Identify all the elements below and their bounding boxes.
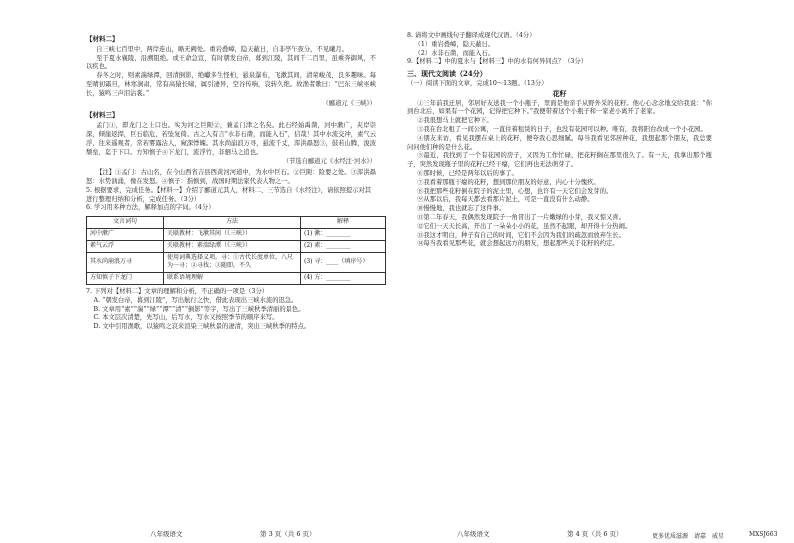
question-8-item: （2）水非石凿，而能入石。 — [414, 49, 495, 57]
paragraph: ⑬我这才明白，种子有自己的时间，它们不会因为我们的疏忽而放弃生长。 — [417, 231, 625, 239]
section-3-heading: 三、现代文阅读（24分） — [407, 69, 487, 79]
table-cell: 方知慎子下龙门 — [87, 273, 164, 285]
table-cell: 关联教材：素湍绿潭（《三峡》） — [164, 240, 301, 252]
paragraph: ⑫它们一天天长高，开出了一朵朵小小的花，虽然不起眼，却开得十分热闹。 — [417, 222, 632, 230]
answer-option: D. 文中引用渔歌，以猿鸣之哀来渲染三峡秋景的凄清，突出三峡秋季的特点。 — [93, 323, 311, 331]
table-cell: 素气云浮 — [87, 240, 164, 252]
table-cell: (3) 寻：____（填序号） — [301, 252, 386, 273]
article-body — [407, 100, 712, 250]
table-cell: 使用词典选择义项。寻：①古代长度单位，八尺为一寻；②寻找；③随即，不久 — [164, 252, 301, 273]
material-3-source: （节选自郦道元《水经注·河水》） — [282, 158, 376, 166]
table-row — [87, 252, 386, 273]
article-title: 花籽 — [552, 88, 567, 98]
paragraph: ⑩慢慢地，我也就忘了这件事。 — [417, 205, 506, 213]
left-footer-subject: 八年级语文 — [150, 530, 183, 538]
material-3-body — [86, 122, 376, 157]
annotation-note: 【注】①孟门：古山名，在今山西省吉县西黄河河道中，为水中巨石。②巨阨：险要之处。③浑洪赑怒：水势汹涌，像在发怒。④慎子：指慎到，战国时期法家代表人物之一。 — [86, 169, 376, 185]
right-page — [397, 0, 794, 543]
question-6: 6. 学习用多种方法，解释加点的字词。（4分） — [86, 204, 215, 212]
paragraph: ③我在台北租了一间公寓，一直住着租赁的日子，也没有花园可以种。唯有，我将阳台改成一个小花园。 — [417, 125, 707, 133]
paragraph: ②我很想马上就把它种下。 — [417, 117, 493, 125]
question-5: 5. 根据要求，完成任务。【材料一】介绍了郦道元其人，材料二、三节选自《水经注》，请依照提示对其进行整理归纳和分析，完成任务。（3分） — [86, 186, 372, 203]
table-row — [87, 273, 386, 285]
subsection-heading: （一）阅读下面的文章，完成10～13题。（13分） — [407, 79, 548, 87]
table-cell: 河中漱广 — [87, 228, 164, 240]
table-cell: 关联教材：飞漱其间（《三峡》） — [164, 228, 301, 240]
table-row — [87, 228, 386, 240]
answer-option: C. 本文层次清楚，先写山，后写水，写水又按照季节的顺序来写。 — [93, 314, 279, 322]
question-9: 9.【材料二】中的夏水与【材料三】中的水有何异同点？（3分） — [407, 58, 588, 66]
paragraph: ⑦我看着那瓶干瘪的花籽，想到那位朋友的好意，内心十分愧疚。 — [417, 178, 600, 186]
code-label: MXSJ663 — [749, 531, 778, 538]
answer-option: A. “朝发白帝，暮到江陵”，写出航行之快，借此表现出三峡水流的迅急。 — [93, 296, 298, 304]
table-cell: 其水尚崩浪万寻 — [87, 252, 164, 273]
table-header: 文言词句 — [87, 217, 164, 229]
answer-option: B. 文章用“素”“湍”“绿”“潭”“清”“倒影”等字，写出了三峡秋季清丽的景色。 — [93, 305, 305, 313]
material-2-heading: 【材料二】 — [86, 35, 119, 43]
paragraph: 自三峡七百里中，两岸连山，略无阙处。重岩叠嶂，隐天蔽日，自非亭午夜分，不见曦月。 — [96, 45, 348, 53]
material-3-heading: 【材料三】 — [86, 111, 119, 120]
table-row — [87, 240, 386, 252]
watermark-text: 更多优质滋源 请嘉 威星 — [652, 533, 725, 540]
paragraph: ⑨从那以后，我每天都去看那片泥土，可是一直没有什么动静。 — [417, 196, 594, 204]
question-7-options — [86, 297, 376, 332]
table-header: 解释 — [301, 217, 386, 229]
right-footer-page: 第 4 页（共 6 页） — [567, 530, 623, 538]
table-header: 方法 — [164, 217, 301, 229]
table-cell: (2) 素：________ — [301, 240, 386, 252]
paragraph: ⑥那时候，已经是两年以后的事了。 — [417, 169, 518, 177]
right-page-content — [407, 32, 712, 249]
question-8-item: （1）重岩叠嶂，隐天蔽日。 — [414, 40, 495, 48]
table-cell: 联系语境理解 — [164, 273, 301, 285]
question-8: 8. 请将文中画线句子翻译成现代汉语。（4分） — [407, 32, 536, 39]
left-footer-page: 第 3 页（共 6 页） — [260, 530, 316, 538]
paragraph: 孟门①，即龙门之上口也。实为河之巨阨②，兼孟门津之名矣。此石经始禹凿，河中漱广，夹岸崇深，倾崖返捍，巨石临危，若坠复倚。古之人有言“水非石凿，而能入石”，信哉！其中水流交冲，素气云浮，往来遥观者，常若雾露沾人，窥深悸魄。其水尚崩浪万寻，悬流千丈，浑洪赑怒③，鼓若山腾，浚波颓垒，迄于下口。方知慎子④下龙门，流浮竹，非驷马之追也。 — [86, 122, 376, 156]
paragraph: ⑪第二年春天，我偶然发现院子一角冒出了一片嫩绿的小芽，我又惊又喜。 — [417, 213, 625, 221]
paragraph: ⑭每当我看见那些花，就会想起远方的朋友，想起那些关于花籽的约定。 — [417, 240, 619, 248]
paragraph: ④朋友来访，看见我摆在桌上的花籽，便夸我心思细腻。每当我看见邻居种花，我想起那个朋友，我总要问问他们种的是什么花。 — [407, 134, 712, 151]
material-2-body — [86, 46, 376, 99]
material-2-source: （郦道元《三峡》） — [322, 99, 376, 107]
paragraph: 春冬之时，则素湍绿潭，回清倒影，绝巘多生怪柏，悬泉瀑布，飞漱其间，清荣峻茂，良多趣味。每至晴初霜旦，林寒涧肃，常有高猿长啸，属引凄异，空谷传响，哀转久绝。故渔者歌曰：“巴东三峡巫峡长，猿鸣三声泪沾裳。” — [86, 72, 376, 97]
table-cell: (1) 漱：________ — [301, 228, 386, 240]
vocab-table — [86, 216, 386, 285]
paragraph: ⑧我把那些花籽倒在院子的泥土里，心想，也许有一天它们会发芽的。 — [417, 187, 613, 195]
paragraph: 至于夏水襄陵，沿溯阻绝。或王命急宣，有时朝发白帝，暮到江陵，其间千二百里，虽乘奔御风，不以疾也。 — [86, 54, 376, 71]
paragraph: ⑤最近，我找到了一个有花园的房子，又因为工作忙碌，把花籽搁在那里很久了。有一天，我拿出那个瓶子，突然发现瓶子里的花籽已经干瘪，它们再也无法萌芽了。 — [407, 152, 712, 169]
paragraph: ①三年前我迁居，邻居好友送我一个小瓶子，里面是他亲手从野外采的花籽。他心心念念地交给我说：“你到台北后，如果有一个花园，记得把它种下。”我便带着这个小瓶子和一家老小离开了老家。 — [407, 99, 712, 116]
right-footer-subject: 八年级语文 — [457, 530, 490, 538]
left-page-content — [86, 32, 376, 332]
question-7: 7. 下列对【材料二】文章的理解和分析，不正确的一项是（3分） — [86, 287, 269, 295]
table-cell: (4) 方：________ — [301, 273, 386, 285]
